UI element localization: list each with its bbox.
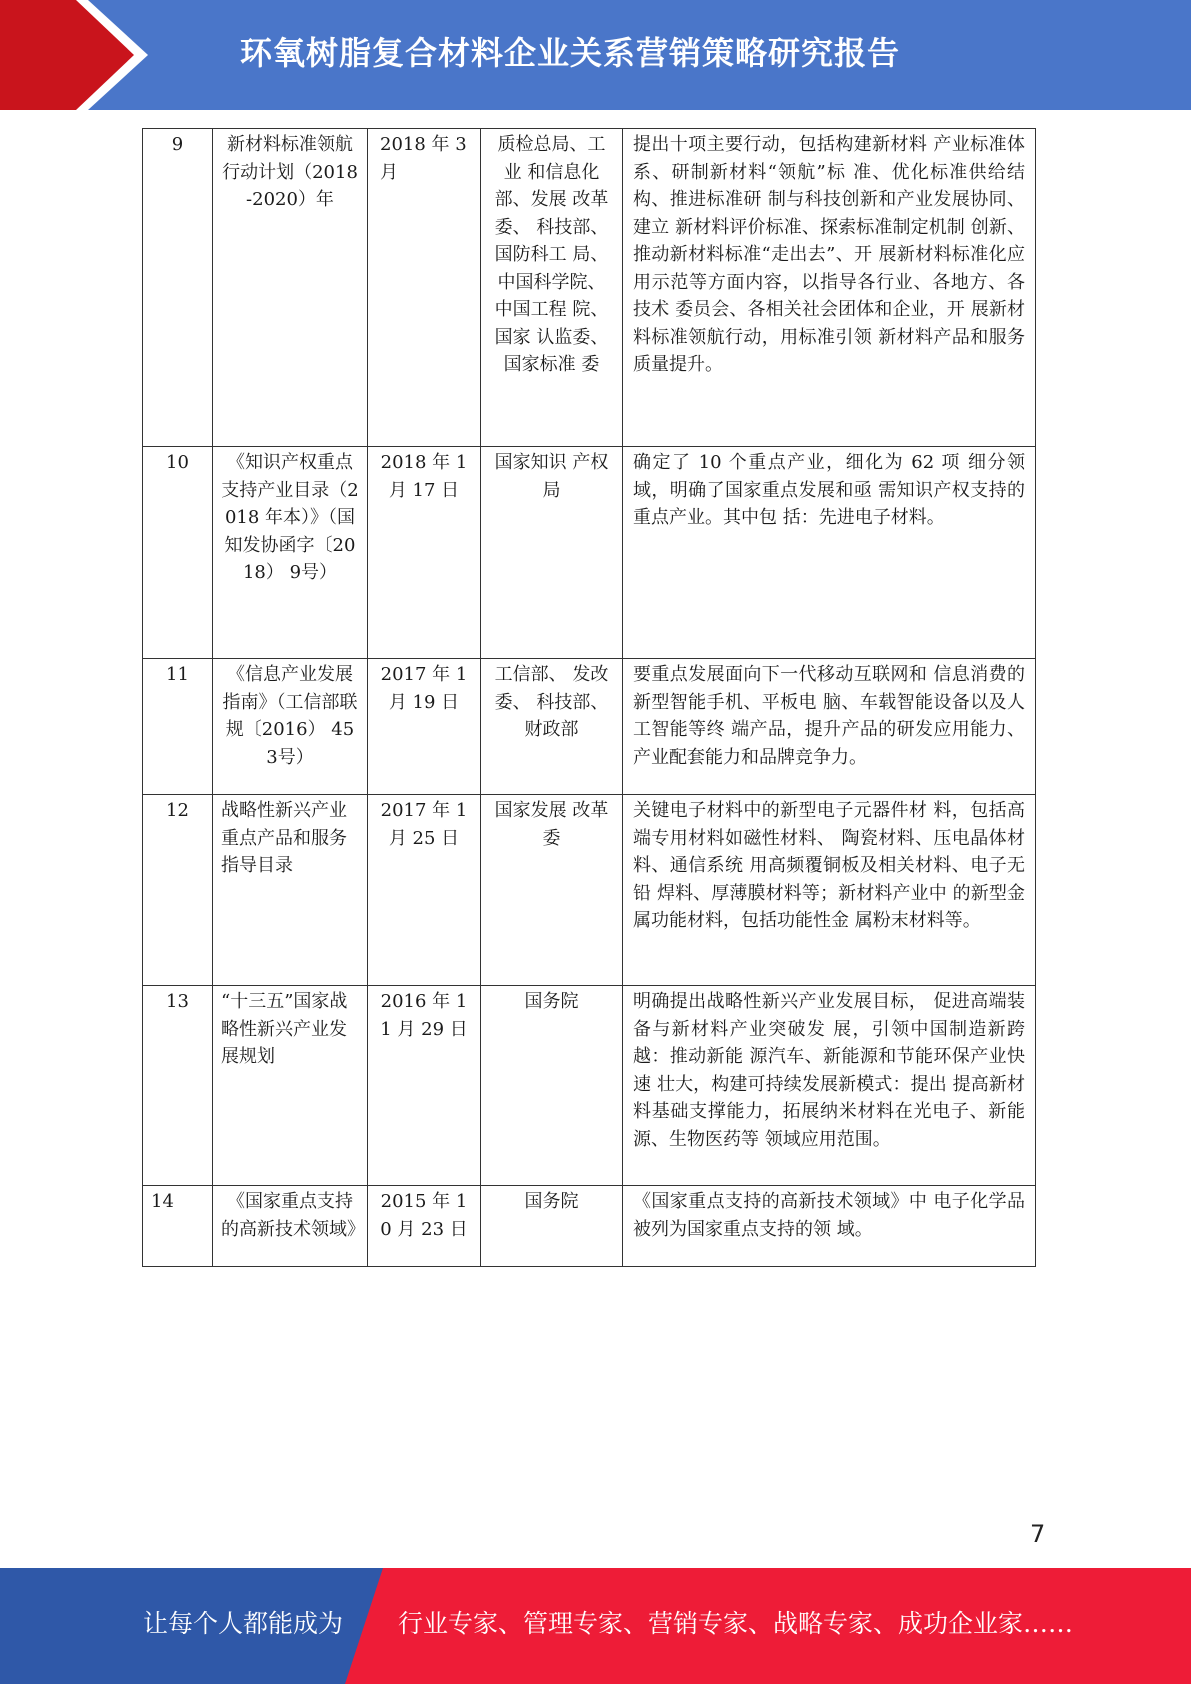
table-row [143,795,1036,986]
policy-name: 新材料标准领航行动计划（2018-2020）年 [213,129,368,447]
issuing-department: 国家发展 改革委 [481,795,623,986]
table-row [143,659,1036,795]
policy-name: 《国家重点支持的高新技术领域》 [213,1186,368,1267]
policy-content: 提出十项主要行动，包括构建新材料 产业标准体系、研制新材料“领航”标 准、优化标准供给结构、推进标准研 制与科技创新和产业发展协同、建立 新材料评价标准、探索标准制定机制 创新、推动新材料标准“走出去”、开 展新材料标准化应用示范等方面内容，以指导各行业、各地方、各技术 委员会、各相关社会团体和企业，开 展新材料标准领航行动，用标准引领 新材料产品和服务质量提升。 [623,129,1036,447]
issue-date: 2018 年 1 月 17 日 [368,447,481,659]
row-number: 13 [143,986,213,1186]
page-header [0,0,1191,110]
table-row [143,129,1036,447]
policy-name: 战略性新兴产业重点产品和服务指导目录 [213,795,368,986]
policy-content: 要重点发展面向下一代移动互联网和 信息消费的新型智能手机、平板电 脑、车载智能设备以及人工智能等终 端产品，提升产品的研发应用能力、 产业配套能力和品牌竞争力。 [623,659,1036,795]
policy-content: 《国家重点支持的高新技术领域》中 电子化学品被列为国家重点支持的领 域。 [623,1186,1036,1267]
policy-content: 关键电子材料中的新型电子元器件材 料，包括高端专用材料如磁性材料、 陶瓷材料、压电晶体材料、通信系统 用高频覆铜板及相关材料、电子无铅 焊料、厚薄膜材料等；新材料产业中 的新型金属功能材料，包括功能性金 属粉末材料等。 [623,795,1036,986]
issuing-department: 国务院 [481,986,623,1186]
page-footer [0,1568,1191,1684]
table-row [143,447,1036,659]
issue-date: 2016 年 11 月 29 日 [368,986,481,1186]
row-number: 12 [143,795,213,986]
issuing-department: 国务院 [481,1186,623,1267]
footer-slogan-left: 让每个人都能成为 [143,1609,344,1638]
row-number: 9 [143,129,213,447]
table-row [143,986,1036,1186]
issue-date: 2018 年 3月 [368,129,481,447]
issue-date: 2015 年 10 月 23 日 [368,1186,481,1267]
policy-content: 明确提出战略性新兴产业发展目标， 促进高端装备与新材料产业突破发 展，引领中国制造新跨越：推动新能 源汽车、新能源和节能环保产业快速 壮大，构建可持续发展新模式：提出 提高新材料基础支撑能力，拓展纳米材料在光电子、新能源、生物医药等 领域应用范围。 [623,986,1036,1186]
header-title: 环氧树脂复合材料企业关系营销策略研究报告 [240,34,901,72]
policy-name: 《信息产业发展指南》（工信部联规〔2016） 453号） [213,659,368,795]
policy-name: “十三五”国家战略性新兴产业发展规划 [213,986,368,1186]
policy-name: 《知识产权重点支持产业目录（2018 年本）》（国知发协函字〔2018） 9号） [213,447,368,659]
policy-table [142,128,1036,1267]
issue-date: 2017 年 1 月 25 日 [368,795,481,986]
table-row [143,1186,1036,1267]
issuing-department: 工信部、 发改委、 科技部、 财政部 [481,659,623,795]
row-number: 14 [143,1186,213,1267]
row-number: 10 [143,447,213,659]
issuing-department: 质检总局、工业 和信息化部、发展 改革委、 科技部、 国防科工 局、中国科学院、 中国工程 院、 国家 认监委、 国家标准 委 [481,129,623,447]
footer-slogan-right: 行业专家、管理专家、营销专家、战略专家、成功企业家…… [398,1609,1074,1638]
policy-content: 确定了 10 个重点产业，细化为 62 项 细分领域，明确了国家重点发展和亟 需知识产权支持的重点产业。其中包 括：先进电子材料。 [623,447,1036,659]
row-number: 11 [143,659,213,795]
issuing-department: 国家知识 产权局 [481,447,623,659]
header-arrow-logo [0,0,160,110]
issue-date: 2017 年 1 月 19 日 [368,659,481,795]
page-number: 7 [1030,1520,1046,1548]
